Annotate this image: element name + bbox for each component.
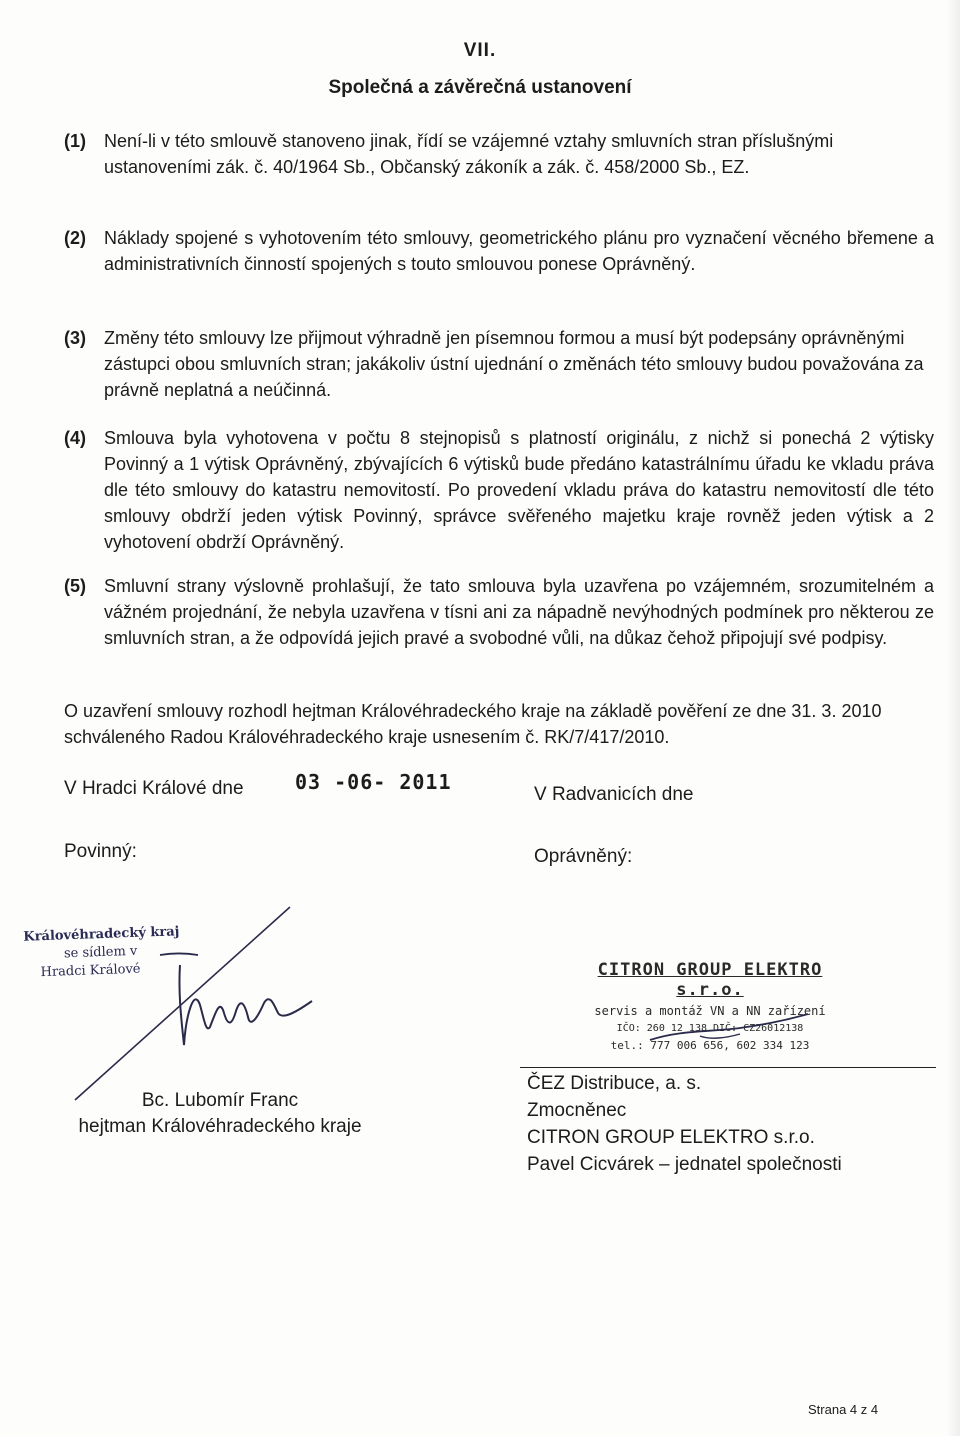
- stamp-line: se sídlem v: [63, 943, 138, 962]
- signatory-right: [527, 1070, 842, 1178]
- signing-place-left: V Hradci Králové dne: [64, 778, 244, 799]
- signatory-left: [60, 1088, 380, 1140]
- party-label-obligated: Povinný:: [64, 841, 137, 862]
- signatory-company: ČEZ Distribuce, a. s.: [527, 1073, 702, 1094]
- paragraph-5: [64, 573, 934, 651]
- paragraph-text: Náklady spojené s vyhotovením této smlouvy, geometrického plánu pro vyznačení věcného břemene a administrativních činností spojených s touto smlouvou ponese Oprávněný.: [104, 228, 934, 274]
- paragraph-number: (5): [64, 576, 86, 596]
- stamp-line: Královéhradecký kraj: [23, 924, 180, 945]
- party-label-entitled: Oprávněný:: [534, 846, 633, 867]
- decision-statement: O uzavření smlouvy rozhodl hejtman Královéhradeckého kraje na základě pověření ze dne 31. 3. 2010 schváleného Radou Královéhradeckého kraje usnesením č. RK/7/417/2010.: [64, 701, 882, 747]
- signatory-person: Pavel Cicvárek – jednatel společnosti: [527, 1154, 842, 1175]
- signing-place-right: V Radvanicích dne: [534, 784, 694, 805]
- signatory-agent: CITRON GROUP ELEKTRO s.r.o.: [527, 1127, 815, 1148]
- handwritten-signature-right: [640, 1010, 820, 1050]
- paragraph-text: Smluvní strany výslovně prohlašují, že tato smlouva byla uzavřena po vzájemném, srozumitelném a vážném projednání, že nebyla uzavřena v tísni ani za nápadně nevýhodných podmínek pro některou ze smluvních stran, a že odpovídá jejich pravé a svobodné vůli, na důkaz čehož připojují své podpisy.: [104, 576, 934, 648]
- paragraph-3: [64, 325, 934, 403]
- page-number: Strana 4 z 4: [808, 1402, 879, 1417]
- paragraph-2: [64, 225, 934, 277]
- stamp-line: Hradci Králové: [40, 961, 141, 981]
- stamp-phone: tel.: 777 006 656, 602 334 123: [610, 1039, 810, 1052]
- stamp-service: servis a montáž VN a NN zařízení: [594, 1004, 826, 1018]
- paragraph-1: [64, 128, 934, 180]
- paragraph-number: (1): [64, 131, 86, 151]
- paragraph-number: (3): [64, 328, 86, 348]
- section-number: VII.: [463, 40, 497, 61]
- paragraph-text: Není-li v této smlouvě stanoveno jinak, řídí se vzájemné vztahy smluvních stran příslušnými ustanoveními zák. č. 40/1964 Sb., Občanský zákoník a zák. č. 458/2000 Sb., EZ.: [104, 131, 834, 177]
- stamp-ids: IČO: 260 12 138 DIČ: CZ26012138: [616, 1023, 804, 1034]
- stamp-company: CITRON GROUP ELEKTRO s.r.o.: [597, 960, 823, 1000]
- handwritten-signature-left: [60, 895, 380, 1115]
- paragraph-4: [64, 425, 934, 555]
- paragraph-text: Smlouva byla vyhotovena v počtu 8 stejnopisů s platností originálu, z nichž si ponechá 2 výtisky Povinný a 1 výtisk Oprávněný, zbývajících 6 výtisků bude předáno katastrálnímu úřadu ke vkladu práva dle této smlouvy do katastru nemovitostí. Po provedení vkladu práva do katastru nemovitostí dle této smlouvy obdrží jeden výtisk Povinný, správce svěřeného majetku kraje rovněž jeden výtisk a 2 vyhotovení obdrží Oprávněný.: [104, 428, 934, 552]
- signatory-name: Bc. Lubomír Franc: [141, 1090, 299, 1111]
- paragraph-number: (2): [64, 228, 86, 248]
- signature-line: [520, 1067, 936, 1068]
- date-stamp: 03 -06- 2011: [295, 770, 452, 794]
- signatory-capacity: Zmocněnec: [527, 1100, 627, 1121]
- signatory-role: hejtman Královéhradeckého kraje: [78, 1116, 362, 1137]
- section-title: Společná a závěrečná ustanovení: [328, 77, 632, 98]
- paragraph-text: Změny této smlouvy lze přijmout výhradně jen písemnou formou a musí být podepsány oprávněnými zástupci obou smluvních stran; jakákoliv ústní ujednání o změnách této smlouvy budou považována za právně neplatná a neúčinná.: [104, 328, 924, 400]
- scan-shadow: [946, 0, 960, 1436]
- paragraph-number: (4): [64, 428, 86, 448]
